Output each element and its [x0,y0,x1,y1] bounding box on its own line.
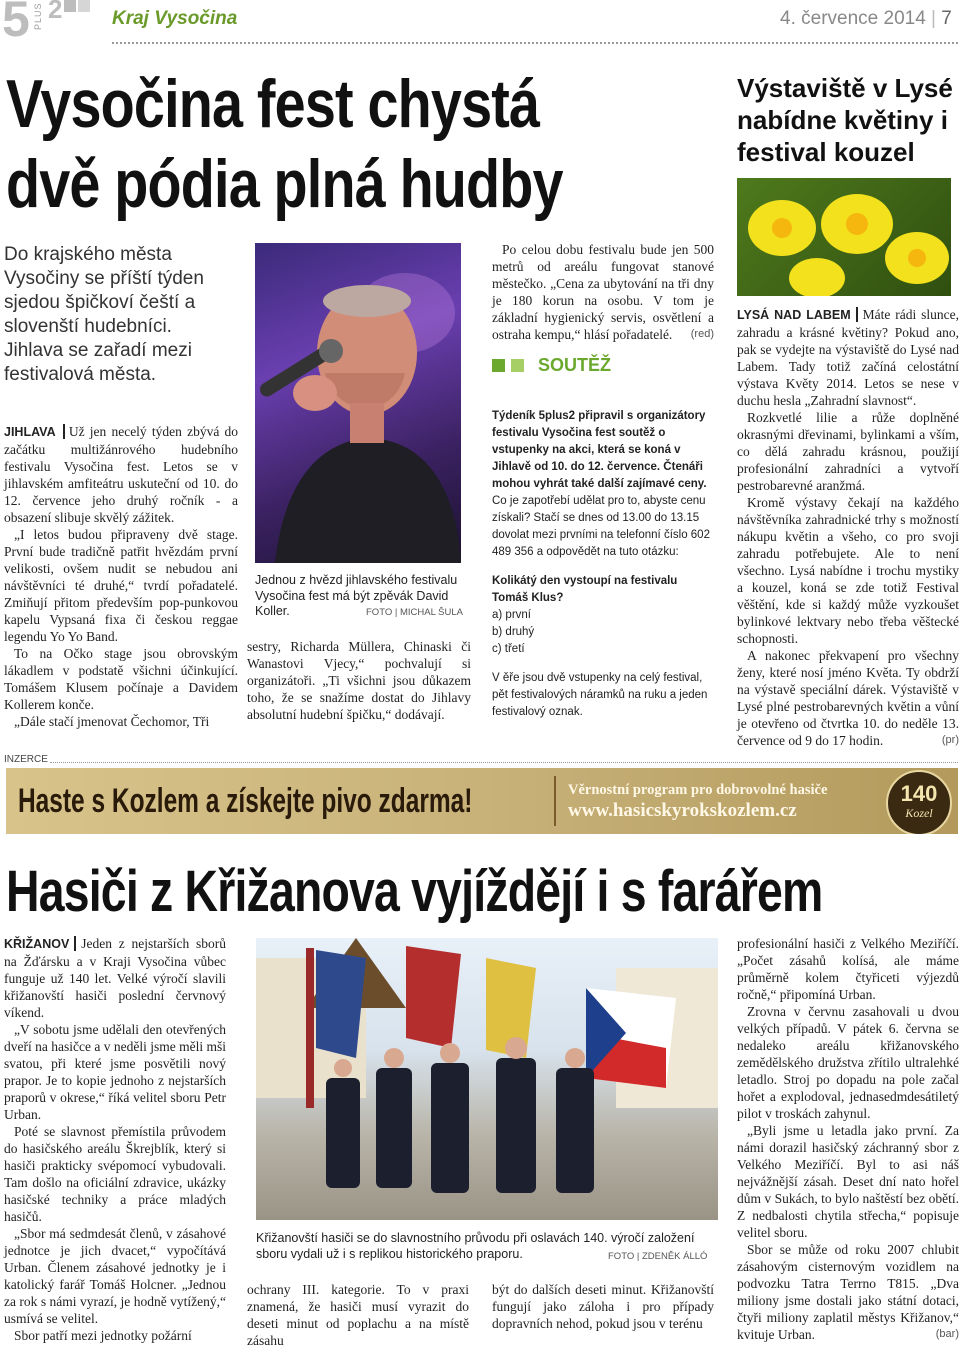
ad-main-text: Haste s Kozlem a získejte pivo zdarma! [18,782,473,820]
logo-square-icon [64,0,76,12]
contest-answer: c) třetí [492,643,525,655]
sidebar-para-1: Máte rádi slunce, zahradu a krásné květiny? Pokud ano, pak se vydejte na výstaviště do Lysé nad Labem. Tady totiž začíná celostátní výstava Květy 2014. Letos se nese v duchu hesla „Zahradní slavnost“. [737,307,959,408]
caption-text: Jednou z hvězd jihlavského festivalu Vysočina fest má být zpěvák David Koller. [255,573,458,618]
contest-title: SOUTĚŽ [538,355,612,375]
ad-url-link[interactable]: www.hasicskyrokskozlem.cz [568,800,797,821]
header-rule [112,42,958,44]
dateline: JIHLAVA [4,425,56,439]
section-title: Kraj Vysočina [112,8,238,29]
headline-line-1: Vysočina fest chystá [6,66,540,142]
ad-label: INZERCE [4,754,48,765]
article-headline [6,64,726,224]
sidebar-para-2: Rozkvetlé lilie a růže doplněné okrasnými dřevinami, bylinkami a vším, co dělá zahradu krásnou, použijí profesionální zahradníci a vytvoří pestrobarevné aranžmá. [737,410,959,493]
sidebar-para-4: A nakonec překvapení pro všechny ženy, které nosí jméno Květa. Ty obdrží na výstavě speciální dárek. Výstaviště v Lysé plné pestrobarevných květin a vůní je otevřeno od čtvrtka 10. do neděle 13. července od 9 do 17 hodin. (pr) [737,648,959,748]
contest-answer: a) první [492,609,531,621]
dateline-bar [856,307,858,322]
article2-col3-text: být do dalších deseti minut. Křižanovští fungují jako záloha i pro případy dopravních nehod, pokud jsou v terénu [492,1282,714,1331]
headline-line-2: dvě pódia plná hudby [6,146,563,222]
sidebar-dateline: LYSÁ NAD LABEM [737,308,851,322]
article2-col4-para-3: „Byli jsme u letadla jako první. Za námi dorazil hasičský záchranný sbor z Velkého Meziříčí. Byl to asi náš nejvážnější zásah. Deset dní nato hořel dům v Sukách, to bylo naštěstí bez obětí. Z nedbalosti chytila střecha,“ popisuje velitel sboru. [737,1123,959,1240]
article2-column-1 [4,935,226,1344]
logo-five: 5 [2,0,30,47]
page-number: 7 [941,8,952,29]
parade-illustration [256,938,718,1220]
article2-para-1: Jeden z nejstarších sborů na Žďársku a v Kraji Vysočina vůbec funguje už 140 let. Velké výročí slavili křižanovští hasiči poslední červnový víkend. [4,936,226,1020]
logo-plus: PLUS [33,2,43,30]
article2-column-4 [737,935,959,1343]
contest-prize: V ěře jsou dvě vstupenky na celý festival, pět festivalových náramků na ruku a jeden festivalový oznak. [492,672,708,718]
daffodil-photo [737,178,951,296]
article-perex: Do krajského města Vysočiny se příští týden sjedou špičkoví čeští a slovenští hudebníci. Jihlava se zařadí mezi festivalová města. [4,244,204,385]
dateline-bar [63,424,65,439]
article2-photo-credit: FOTO | ZDENĚK ÁLLÓ [608,1251,708,1262]
para-1: Už jen necelý týden zbývá do začátku multižánrového hudebního festivalu Vysočina fest. Letos se v jihlavském amfiteátru uskuteční od 10. do 12. července jeho druhý ročník - a obsazení slibuje skvělý zážitek. [4,424,239,525]
signature: (red) [690,328,714,340]
dateline-bar [74,936,76,951]
daffodil-illustration [737,178,951,296]
issue-date [780,8,952,30]
sidebar-body [737,306,959,749]
para-4: „Dále stačí jmenovat Čechomor, Tři [14,714,210,729]
contest-answer: b) druhý [492,626,535,638]
contest-question: Kolikátý den vystoupí na festivalu Tomáš Klus? [492,575,678,604]
contest-square-icon [511,359,524,372]
masthead-logo [2,0,102,47]
article2-signature: (bar) [935,1328,959,1340]
singer-illustration [255,243,461,563]
article2-caption-text: Křižanovští hasiči se do slavnostního průvodu při oslavách 140. výročí založení sboru vydali už i s replikou historického praporu. [256,1231,695,1261]
date-separator: | [931,8,942,29]
contest-heading [492,355,714,376]
para-2: „I letos budou připraveny dvě stage. První bude tradičně patřit hvězdám první velikosti, ovšem nudit se nebudou ani návštěvníci té druhé,“ tvrdí pořadatelé. Zmiňují přitom především pop-punkovou kapelu Vypsaná fixa či českou reggae legendu Yo Yo Band. [4,527,238,644]
article2-col4-para-1: profesionální hasiči z Velkého Meziříčí. „Počet zásahů kolísá, ale máme průměrně kolem čtyřiceti výjezdů ročně,“ připomíná Urban. [737,936,959,1002]
singer-photo [255,243,461,563]
article-column-1 [4,423,238,730]
contest-square-icon [492,359,505,372]
badge-number: 140 [900,781,938,806]
ad-banner[interactable] [6,768,958,834]
logo-two: 2 [48,0,63,24]
badge-brand: Kozel [905,806,933,820]
article-column-2 [247,638,471,723]
contest-intro: Týdeník 5plus2 připravil s organizátory festivalu Vysočina fest soutěž o vstupenky na akci, která se koná v Jihlavě od 10. do 12. července. Čtenáři mohou vyhrát také další zajímavé ceny. [492,410,707,490]
firefighters-photo [256,938,718,1220]
ad-rule [50,762,958,763]
article2-para-2: „V sobotu jsme udělali den otevřených dveří na hasičce a v neděli jsme měli mši svatou, při které jsme posvětili nový prapor. Je to kopie jednoho z nejstarších praporů v okrese,“ říká velitel sboru Petr Urban. [4,1022,226,1122]
article-column-3 [492,241,714,343]
contest-instructions: Co je zapotřebí udělat pro to, abyste cenu získali? Stačí se dnes od 13.00 do 13.15 dovolat mezi prvními na telefonní číslo 602 489 356 a odpovědět na tuto otázku: [492,495,710,558]
col3-text: Po celou dobu festivalu bude jen 500 metrů od areálu fungovat stanové městečko. „Cena za ubytování na tři dny je 180 korun na osobu. V tom je základní hygienický servis, osvětlení a ostraha kempu,“ hlásí pořadatelé. (red) [492,242,714,342]
sidebar-headline: Výstaviště v Lysé nabídne květiny i festival kouzel [737,73,953,167]
col2-text: sestry, Richarda Müllera, Chinaski či Wanastovi Vjecy,“ pochvalují si organizátoři. „Ti všichni jsou důkazem toho, že se snažíme dostat do Jihlavy absolutní hudební špičku,“ dodávají. [247,639,471,722]
article2-headline: Hasiči z Křižanova vyjíždějí i s farářem [6,859,823,924]
article2-para-5: Sbor patří mezi jednotky požární [14,1328,192,1343]
article2-col4-para-4: Sbor se může od roku 2007 chlubit zásahovým cisternovým vozidlem na podvozku Tatra Terrno T815. „Dva miliony jsme dostali jako státní dotaci, čtyři miliony zaplatil městys Křižanov,“ kvituje Urban. (bar) [737,1242,959,1342]
article2-col4-para-2: Zrovna v červnu zasahovali u dvou velkých případů. V pátek 6. června se nedaleko areálu křižanovského zemědělského družstva zřítilo ultralehké letadlo. Stroj po dopadu na pole začal hořet a explodoval, jednasedmdesátiletý pilot v troskách zahynul. [737,1004,959,1121]
ad-divider [554,776,556,826]
sidebar-signature: (pr) [941,734,959,746]
article2-col2-text: ochrany III. kategorie. To v praxi znamená, že hasiči musí vyrazit do deseti minut od poplachu a na místě zásahu [247,1282,469,1348]
date-text: 4. července 2014 [780,8,926,29]
contest-box [492,355,714,721]
sidebar-para-3: Kromě výstavy čekají na každého návštěvníka zahradnické trhy s možností nákupu květin a všeho, co pro svoji zahradu potřebujete. Ale to není všechno. Lysá nabídne i trochu mystiky a kouzel, koná se zde totiž Festival věštění, kde si každý může vyzkoušet bylinkové lektvary nebo třeba věštecké schopnosti. [737,495,959,646]
article2-para-4: „Sbor má sedmdesát členů, v zásahové jednotce je jich dvacet,“ vypočítává Urban. Členem zásahové jednotky je i katolický farář Tomáš Holcner. „Jednou za rok s námi vyrazí, je hodně vytížený,“ usmívá se velitel. [4,1226,226,1326]
ad-sub-text: Věrnostní program pro dobrovolné hasiče [568,782,828,798]
article2-dateline: KŘIŽANOV [4,937,70,951]
article2-column-3 [492,1281,714,1332]
article2-column-2 [247,1281,469,1349]
para-3: To na Očko stage jsou obrovským lákadlem v podstatě všichni účinkující. Tomášem Klusem počínaje a Davidem Kollerem konče. [4,646,238,712]
article2-para-3: Poté se slavnost přemístila průvodem do hasičského areálu Škrejblík, který si hasiči prakticky svépomocí vybudovali. Tam došlo na oficiální zdravice, ukázky hasičské techniky a práce mladých hasičů. [4,1124,226,1224]
ad-badge [886,770,952,834]
photo-credit: FOTO | MICHAL ŠULA [366,607,463,618]
logo-square-icon [78,0,90,12]
